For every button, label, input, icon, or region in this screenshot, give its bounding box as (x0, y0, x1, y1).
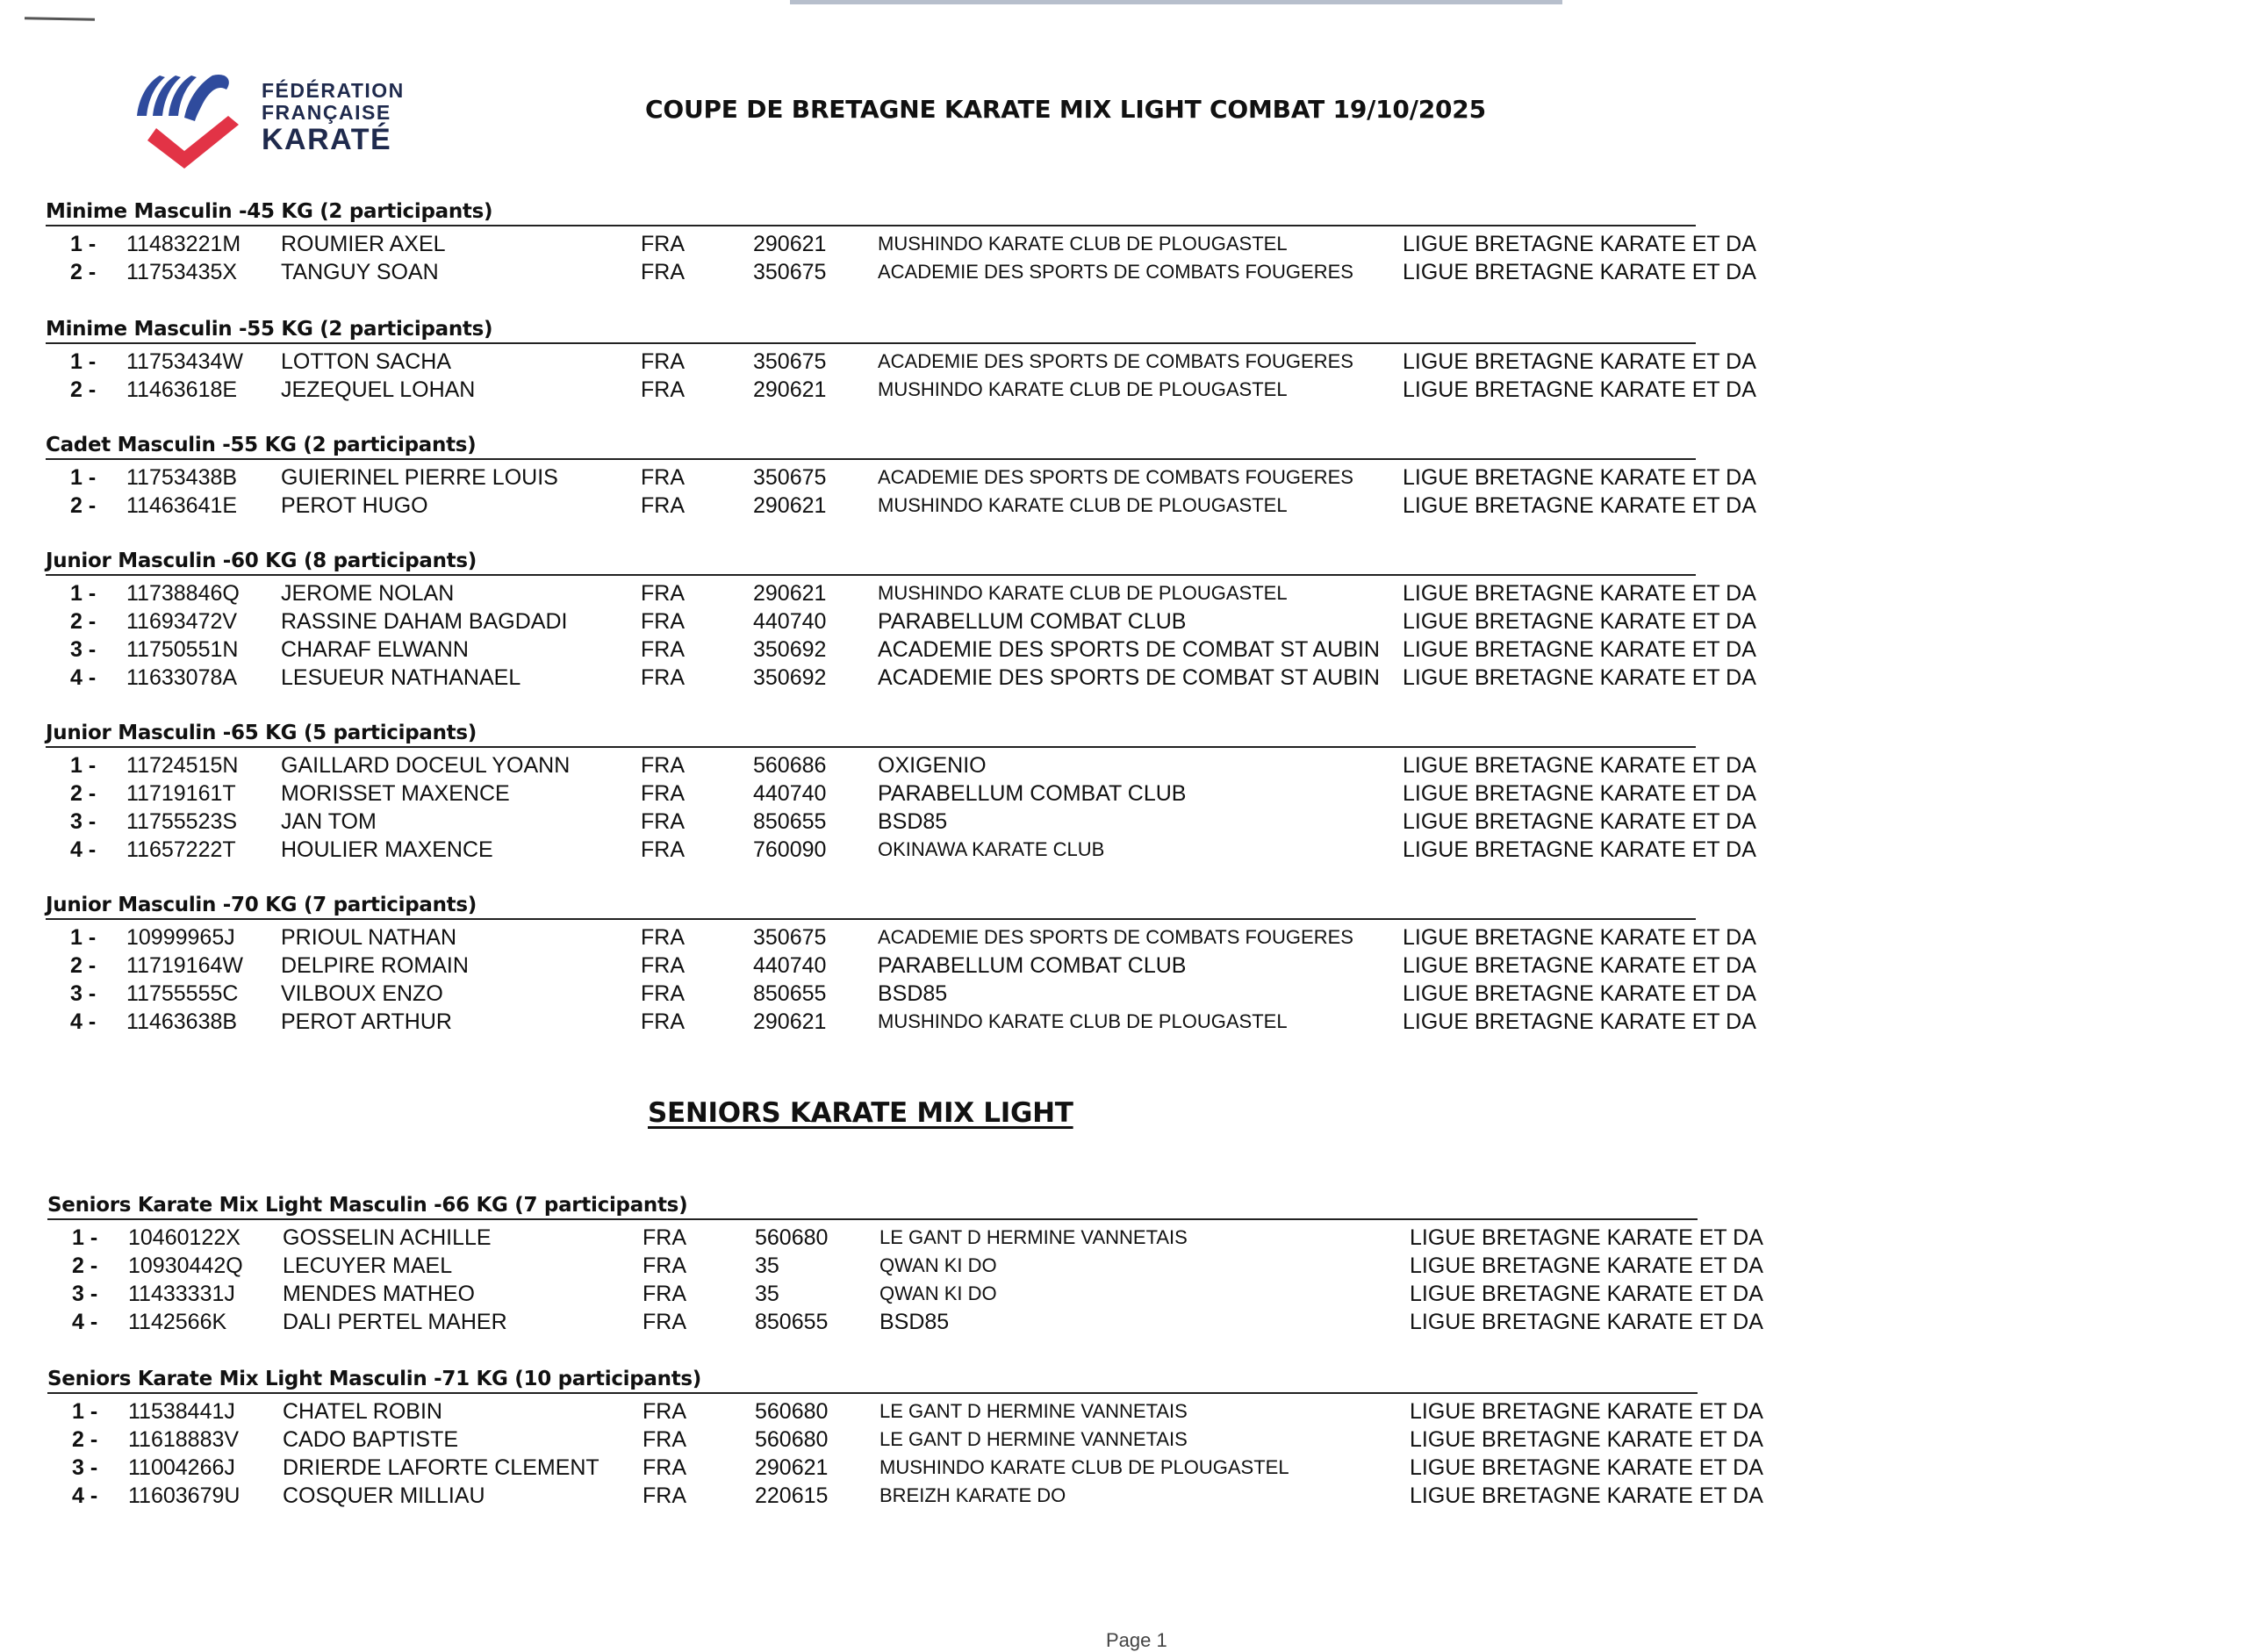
rank-cell: 2 - (72, 1253, 98, 1278)
club-code-cell: 290621 (753, 232, 827, 256)
ligue-cell: LIGUE BRETAGNE KARATE ET DA (1403, 637, 1756, 662)
club-code-cell: 440740 (753, 953, 827, 978)
category-title: Minime Masculin -55 KG (2 participants) (46, 318, 493, 341)
club-name-cell: BSD85 (878, 809, 948, 834)
club-name-cell: OXIGENIO (878, 753, 987, 778)
nation-cell: FRA (641, 837, 685, 862)
club-name-cell: ACADEMIE DES SPORTS DE COMBAT ST AUBIN (878, 665, 1380, 690)
category-block (46, 318, 1756, 404)
competitor-name-cell: RASSINE DAHAM BAGDADI (281, 609, 568, 634)
ligue-cell: LIGUE BRETAGNE KARATE ET DA (1403, 493, 1756, 518)
licence-cell: 10460122X (128, 1225, 240, 1250)
ligue-cell: LIGUE BRETAGNE KARATE ET DA (1403, 953, 1756, 978)
club-code-cell: 850655 (755, 1310, 829, 1334)
nation-cell: FRA (643, 1455, 686, 1480)
club-name-cell: BSD85 (879, 1310, 950, 1334)
ligue-cell: LIGUE BRETAGNE KARATE ET DA (1403, 232, 1756, 256)
licence-cell: 11004266J (128, 1455, 235, 1480)
ligue-cell: LIGUE BRETAGNE KARATE ET DA (1410, 1483, 1763, 1508)
result-row (47, 1454, 1763, 1482)
club-name-cell: MUSHINDO KARATE CLUB DE PLOUGASTEL (879, 1456, 1289, 1478)
club-name-cell: MUSHINDO KARATE CLUB DE PLOUGASTEL (878, 378, 1288, 400)
nation-cell: FRA (641, 260, 685, 284)
competitor-name-cell: PEROT HUGO (281, 493, 428, 518)
rank-cell: 4 - (72, 1483, 98, 1508)
club-name-cell: MUSHINDO KARATE CLUB DE PLOUGASTEL (878, 582, 1288, 604)
logo-line-federation: FÉDÉRATION (262, 79, 405, 102)
club-name-cell: ACADEMIE DES SPORTS DE COMBATS FOUGERES (878, 350, 1353, 372)
nation-cell: FRA (641, 637, 685, 662)
licence-cell: 11738846Q (126, 581, 240, 606)
club-name-cell: BREIZH KARATE DO (879, 1484, 1066, 1506)
club-name-cell: MUSHINDO KARATE CLUB DE PLOUGASTEL (878, 494, 1288, 516)
nation-cell: FRA (641, 953, 685, 978)
competitor-name-cell: LESUEUR NATHANAEL (281, 665, 521, 690)
rank-cell: 2 - (70, 781, 97, 806)
club-code-cell: 850655 (753, 809, 827, 834)
ligue-cell: LIGUE BRETAGNE KARATE ET DA (1403, 665, 1756, 690)
result-row (46, 492, 1756, 520)
rank-cell: 4 - (70, 665, 97, 690)
licence-cell: 11755523S (126, 809, 238, 834)
club-code-cell: 350675 (753, 925, 827, 950)
rank-cell: 1 - (70, 581, 97, 606)
result-row (46, 923, 1756, 952)
nation-cell: FRA (643, 1225, 686, 1250)
result-row (46, 579, 1756, 607)
rank-cell: 2 - (70, 609, 97, 634)
ligue-cell: LIGUE BRETAGNE KARATE ET DA (1410, 1427, 1763, 1452)
nation-cell: FRA (641, 781, 685, 806)
club-code-cell: 350675 (753, 260, 827, 284)
competitor-name-cell: CHARAF ELWANN (281, 637, 469, 662)
result-row (46, 230, 1756, 258)
nation-cell: FRA (643, 1483, 686, 1508)
result-row (47, 1482, 1763, 1510)
club-name-cell: QWAN KI DO (879, 1254, 997, 1276)
rank-cell: 2 - (70, 260, 97, 284)
ligue-cell: LIGUE BRETAGNE KARATE ET DA (1403, 260, 1756, 284)
nation-cell: FRA (643, 1427, 686, 1452)
result-row (47, 1252, 1763, 1280)
result-row (46, 952, 1756, 980)
competitor-name-cell: DALI PERTEL MAHER (283, 1310, 507, 1334)
ligue-cell: LIGUE BRETAGNE KARATE ET DA (1410, 1282, 1763, 1306)
licence-cell: 11693472V (126, 609, 238, 634)
competitor-name-cell: DELPIRE ROMAIN (281, 953, 469, 978)
competitor-name-cell: VILBOUX ENZO (281, 981, 443, 1006)
nation-cell: FRA (641, 981, 685, 1006)
category-title: Seniors Karate Mix Light Masculin -66 KG (7 participants) (47, 1194, 688, 1217)
category-block (47, 1368, 1763, 1510)
ffk-logo (130, 70, 420, 174)
logo-wordmark (262, 81, 405, 154)
category-title: Cadet Masculin -55 KG (2 participants) (46, 434, 477, 456)
club-code-cell: 440740 (753, 781, 827, 806)
club-code-cell: 350692 (753, 665, 827, 690)
competitor-name-cell: GOSSELIN ACHILLE (283, 1225, 492, 1250)
nation-cell: FRA (641, 493, 685, 518)
category-divider (46, 918, 1696, 920)
nation-cell: FRA (643, 1253, 686, 1278)
ligue-cell: LIGUE BRETAGNE KARATE ET DA (1403, 925, 1756, 950)
licence-cell: 11463638B (126, 1009, 238, 1034)
ligue-cell: LIGUE BRETAGNE KARATE ET DA (1403, 837, 1756, 862)
club-name-cell: ACADEMIE DES SPORTS DE COMBATS FOUGERES (878, 261, 1353, 283)
rank-cell: 2 - (72, 1427, 98, 1452)
ligue-cell: LIGUE BRETAGNE KARATE ET DA (1403, 809, 1756, 834)
rank-cell: 2 - (70, 493, 97, 518)
rank-cell: 1 - (72, 1225, 98, 1250)
club-code-cell: 850655 (753, 981, 827, 1006)
nation-cell: FRA (641, 665, 685, 690)
club-code-cell: 560680 (755, 1225, 829, 1250)
result-row (46, 636, 1756, 664)
rank-cell: 1 - (72, 1399, 98, 1424)
licence-cell: 10999965J (126, 925, 235, 950)
nation-cell: FRA (641, 349, 685, 374)
club-name-cell: ACADEMIE DES SPORTS DE COMBATS FOUGERES (878, 466, 1353, 488)
ligue-cell: LIGUE BRETAGNE KARATE ET DA (1410, 1253, 1763, 1278)
licence-cell: 11724515N (126, 753, 239, 778)
category-title: Junior Masculin -65 KG (5 participants) (46, 722, 477, 744)
competitor-name-cell: GAILLARD DOCEUL YOANN (281, 753, 571, 778)
rank-cell: 3 - (70, 981, 97, 1006)
competitor-name-cell: LECUYER MAEL (283, 1253, 453, 1278)
competitor-name-cell: MENDES MATHEO (283, 1282, 475, 1306)
ligue-cell: LIGUE BRETAGNE KARATE ET DA (1403, 581, 1756, 606)
competitor-name-cell: ROUMIER AXEL (281, 232, 446, 256)
category-title: Junior Masculin -70 KG (7 participants) (46, 894, 477, 916)
nation-cell: FRA (643, 1282, 686, 1306)
licence-cell: 11657222T (126, 837, 236, 862)
nation-cell: FRA (641, 753, 685, 778)
result-row (47, 1308, 1763, 1336)
licence-cell: 11719161T (126, 781, 236, 806)
competitor-name-cell: CHATEL ROBIN (283, 1399, 442, 1424)
competitor-name-cell: COSQUER MILLIAU (283, 1483, 485, 1508)
result-row (47, 1397, 1763, 1426)
result-row (47, 1224, 1763, 1252)
category-block (46, 200, 1756, 286)
club-code-cell: 560680 (755, 1427, 829, 1452)
licence-cell: 1142566K (128, 1310, 227, 1334)
category-title: Minime Masculin -45 KG (2 participants) (46, 200, 493, 223)
ligue-cell: LIGUE BRETAGNE KARATE ET DA (1410, 1455, 1763, 1480)
result-row (46, 779, 1756, 808)
section-title: SENIORS KARATE MIX LIGHT (648, 1097, 1073, 1129)
club-name-cell: PARABELLUM COMBAT CLUB (878, 609, 1187, 634)
competitor-name-cell: LOTTON SACHA (281, 349, 452, 374)
category-title: Junior Masculin -60 KG (8 participants) (46, 549, 477, 572)
category-divider (46, 746, 1696, 748)
ligue-cell: LIGUE BRETAGNE KARATE ET DA (1403, 609, 1756, 634)
rank-cell: 1 - (70, 232, 97, 256)
licence-cell: 11753435X (126, 260, 238, 284)
competitor-name-cell: DRIERDE LAFORTE CLEMENT (283, 1455, 599, 1480)
nation-cell: FRA (641, 465, 685, 490)
competitor-name-cell: PRIOUL NATHAN (281, 925, 457, 950)
rank-cell: 4 - (70, 837, 97, 862)
competitor-name-cell: JAN TOM (281, 809, 377, 834)
rank-cell: 1 - (70, 925, 97, 950)
club-name-cell: LE GANT D HERMINE VANNETAIS (879, 1400, 1188, 1422)
rank-cell: 2 - (70, 953, 97, 978)
licence-cell: 11719164W (126, 953, 243, 978)
club-code-cell: 290621 (753, 377, 827, 402)
rank-cell: 3 - (70, 809, 97, 834)
club-name-cell: MUSHINDO KARATE CLUB DE PLOUGASTEL (878, 1010, 1288, 1032)
licence-cell: 11633078A (126, 665, 238, 690)
logo-line-francaise: FRANÇAISE (262, 101, 391, 124)
licence-cell: 11538441J (128, 1399, 235, 1424)
result-row (46, 348, 1756, 376)
nation-cell: FRA (641, 925, 685, 950)
club-name-cell: OKINAWA KARATE CLUB (878, 838, 1105, 860)
licence-cell: 10930442Q (128, 1253, 243, 1278)
ligue-cell: LIGUE BRETAGNE KARATE ET DA (1403, 349, 1756, 374)
rank-cell: 1 - (70, 349, 97, 374)
category-divider (47, 1218, 1698, 1220)
rank-cell: 4 - (72, 1310, 98, 1334)
club-code-cell: 350692 (753, 637, 827, 662)
licence-cell: 11753438B (126, 465, 238, 490)
nation-cell: FRA (641, 609, 685, 634)
ligue-cell: LIGUE BRETAGNE KARATE ET DA (1410, 1310, 1763, 1334)
club-code-cell: 560686 (753, 753, 827, 778)
licence-cell: 11463618E (126, 377, 238, 402)
category-block (46, 722, 1756, 864)
club-code-cell: 560680 (755, 1399, 829, 1424)
category-divider (46, 225, 1696, 226)
result-row (46, 664, 1756, 692)
result-row (46, 836, 1756, 864)
competitor-name-cell: GUIERINEL PIERRE LOUIS (281, 465, 558, 490)
nation-cell: FRA (641, 1009, 685, 1034)
licence-cell: 11755555C (126, 981, 239, 1006)
licence-cell: 11618883V (128, 1427, 240, 1452)
club-name-cell: BSD85 (878, 981, 948, 1006)
club-code-cell: 290621 (753, 1009, 827, 1034)
licence-cell: 11603679U (128, 1483, 240, 1508)
nation-cell: FRA (641, 377, 685, 402)
category-divider (46, 342, 1696, 344)
licence-cell: 11750551N (126, 637, 239, 662)
result-row (46, 751, 1756, 779)
licence-cell: 11753434W (126, 349, 243, 374)
club-code-cell: 350675 (753, 465, 827, 490)
nation-cell: FRA (641, 581, 685, 606)
club-name-cell: QWAN KI DO (879, 1282, 997, 1304)
club-code-cell: 35 (755, 1282, 779, 1306)
ffk-logo-icon (130, 70, 253, 174)
result-row (46, 808, 1756, 836)
rank-cell: 3 - (70, 637, 97, 662)
rank-cell: 1 - (70, 465, 97, 490)
licence-cell: 11483221M (126, 232, 241, 256)
club-name-cell: LE GANT D HERMINE VANNETAIS (879, 1428, 1188, 1450)
club-code-cell: 440740 (753, 609, 827, 634)
nation-cell: FRA (643, 1399, 686, 1424)
rank-cell: 3 - (72, 1282, 98, 1306)
result-row (46, 463, 1756, 492)
category-divider (47, 1392, 1698, 1394)
nation-cell: FRA (641, 809, 685, 834)
competitor-name-cell: MORISSET MAXENCE (281, 781, 510, 806)
ligue-cell: LIGUE BRETAGNE KARATE ET DA (1403, 981, 1756, 1006)
ligue-cell: LIGUE BRETAGNE KARATE ET DA (1403, 377, 1756, 402)
club-name-cell: PARABELLUM COMBAT CLUB (878, 953, 1187, 978)
club-code-cell: 220615 (755, 1483, 829, 1508)
result-row (46, 258, 1756, 286)
licence-cell: 11433331J (128, 1282, 235, 1306)
ligue-cell: LIGUE BRETAGNE KARATE ET DA (1410, 1225, 1763, 1250)
club-name-cell: PARABELLUM COMBAT CLUB (878, 781, 1187, 806)
nation-cell: FRA (641, 232, 685, 256)
category-block (47, 1194, 1763, 1336)
rank-cell: 1 - (70, 753, 97, 778)
club-code-cell: 760090 (753, 837, 827, 862)
competitor-name-cell: JEZEQUEL LOHAN (281, 377, 476, 402)
ligue-cell: LIGUE BRETAGNE KARATE ET DA (1403, 781, 1756, 806)
document-title: COUPE DE BRETAGNE KARATE MIX LIGHT COMBAT 19/10/2025 (645, 95, 1486, 124)
club-name-cell: ACADEMIE DES SPORTS DE COMBAT ST AUBIN (878, 637, 1380, 662)
club-name-cell: MUSHINDO KARATE CLUB DE PLOUGASTEL (878, 233, 1288, 255)
rank-cell: 3 - (72, 1455, 98, 1480)
page-footer: Page 1 (1106, 1629, 1167, 1651)
category-divider (46, 574, 1696, 576)
result-row (46, 980, 1756, 1008)
club-code-cell: 350675 (753, 349, 827, 374)
club-name-cell: LE GANT D HERMINE VANNETAIS (879, 1226, 1188, 1248)
club-name-cell: ACADEMIE DES SPORTS DE COMBATS FOUGERES (878, 926, 1353, 948)
ligue-cell: LIGUE BRETAGNE KARATE ET DA (1410, 1399, 1763, 1424)
competitor-name-cell: TANGUY SOAN (281, 260, 439, 284)
result-row (46, 607, 1756, 636)
category-block (46, 434, 1756, 520)
logo-line-karate: KARATÉ (262, 123, 392, 156)
club-code-cell: 35 (755, 1253, 779, 1278)
result-row (47, 1280, 1763, 1308)
category-block (46, 894, 1756, 1036)
competitor-name-cell: CADO BAPTISTE (283, 1427, 459, 1452)
rank-cell: 2 - (70, 377, 97, 402)
ligue-cell: LIGUE BRETAGNE KARATE ET DA (1403, 1009, 1756, 1034)
competitor-name-cell: JEROME NOLAN (281, 581, 455, 606)
result-row (47, 1426, 1763, 1454)
club-code-cell: 290621 (753, 581, 827, 606)
rank-cell: 4 - (70, 1009, 97, 1034)
category-divider (46, 458, 1696, 460)
competitor-name-cell: PEROT ARTHUR (281, 1009, 452, 1034)
category-title: Seniors Karate Mix Light Masculin -71 KG (10 participants) (47, 1368, 701, 1390)
club-code-cell: 290621 (753, 493, 827, 518)
club-code-cell: 290621 (755, 1455, 829, 1480)
nation-cell: FRA (643, 1310, 686, 1334)
competitor-name-cell: HOULIER MAXENCE (281, 837, 493, 862)
corner-mark (25, 17, 95, 20)
result-row (46, 1008, 1756, 1036)
scan-artifact (790, 0, 1562, 4)
ligue-cell: LIGUE BRETAGNE KARATE ET DA (1403, 465, 1756, 490)
category-block (46, 549, 1756, 692)
ligue-cell: LIGUE BRETAGNE KARATE ET DA (1403, 753, 1756, 778)
result-row (46, 376, 1756, 404)
licence-cell: 11463641E (126, 493, 238, 518)
